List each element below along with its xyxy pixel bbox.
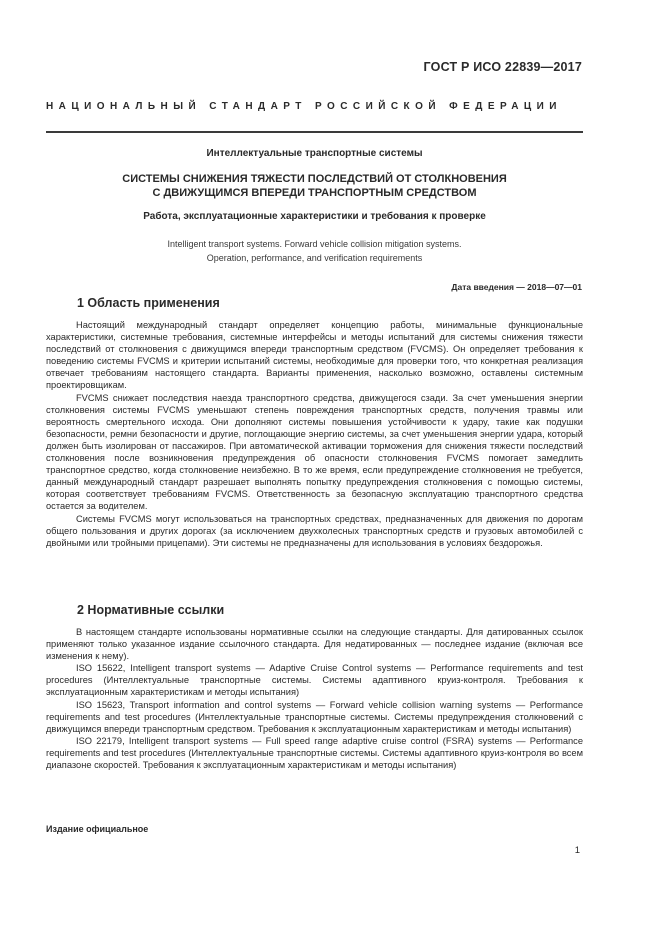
english-title <box>46 237 583 265</box>
section-2-heading: 2 Нормативные ссылки <box>77 603 225 617</box>
main-title <box>46 172 583 200</box>
series-title: Интеллектуальные транспортные системы <box>206 148 423 159</box>
page-number: 1 <box>574 845 580 856</box>
section-2-paragraph: В настоящем стандарте использованы нормативные ссылки на следующие стандарты. Для датированных ссылок применяют только указанное издание ссылочного стандарта. Для недатированных — последнее издание (включая все изменения к нему). <box>46 627 583 662</box>
normative-reference-iso-15623: ISO 15623, Transport information and control systems — Forward vehicle collision warning systems — Performance requirements and test procedures (Интеллектуальные транспортные системы. Системы предупреждения столкновений с движущимся впереди транспортным средством. Требования к эксплуатационным характеристикам и методы испытания) <box>46 699 583 734</box>
document-subtitle: Работа, эксплуатационные характеристики и требования к проверке <box>143 211 486 222</box>
section-1-paragraph: FVCMS снижает последствия наезда транспортного средства, движущегося сзади. За счет уменьшения энергии столкновения системы FVCMS уменьшают степень повреждения транспортных средств, получения травмы или вероятность смертельного исхода. Они дополняют системы повышения устойчивости к удару, такие как подушки безопасности, ремни безопасности и другие, поглощающие энергию системы, за счет уменьшения энергии удара, который должен быть изолирован от пассажиров. При автоматической активации торможения для снижения тяжести последствий столкновения после возникновения предупреждения об опасности столкновения FVCMS помогает замедлить транспортное средство, когда столкновение неизбежно. В то же время, если предупреждение столкновения не требуется, данный международный стандарт разрешает выполнять попытку предупреждения столкновения с помощью системы, которая соответствует требованиям FVCMS. Ответственность за безопасную эксплуатацию транспортного средства остается за водителем. <box>46 392 583 512</box>
section-1-paragraph: Системы FVCMS могут использоваться на транспортных средствах, предназначенных для движения по дорогам общего пользования и других дорогах (за исключением двухколесных транспортных средств и грузовых автомобилей с двойными или тройными прицепами). Эти системы не предназначены для использования в условиях бездорожья. <box>46 513 583 548</box>
section-1-body <box>46 319 583 549</box>
section-2-body <box>46 626 583 771</box>
section-1-paragraph: Настоящий международный стандарт определяет концепцию работы, минимальные функциональные характеристики, системные требования, системные интерфейсы и методы испытаний для системы снижения тяжести последствий от столкновения с движущимся впереди транспортным средством (FVCMS). Он определяет требования к поведению системы FVCMS и критерии испытаний системы, необходимые для проверки того, что конкретная реализация отвечает требованиям настоящего стандарта. Варианты применения, насколько возможно, оставлены системным проектировщикам. <box>46 320 583 391</box>
introduction-date: Дата введения — 2018—07—01 <box>451 282 582 292</box>
official-edition-label: Издание официальное <box>46 824 149 834</box>
main-title-line-1: СИСТЕМЫ СНИЖЕНИЯ ТЯЖЕСТИ ПОСЛЕДСТВИЙ ОТ СТОЛКНОВЕНИЯ <box>122 173 507 185</box>
normative-reference-iso-22179: ISO 22179, Intelligent transport systems — Full speed range adaptive cruise control (FSRA) systems — Performance requirements and test procedures (Интеллектуальные транспортные системы. Системы адаптивного круиз-контроля во всем диапазоне скоростей. Требования к эксплуатационным характеристикам и методы испытания) <box>46 735 583 771</box>
section-1-heading: 1 Область применения <box>77 296 220 310</box>
english-title-line-1: Intelligent transport systems. Forward vehicle collision mitigation systems. <box>167 239 462 249</box>
main-title-line-2: С ДВИЖУЩИМСЯ ВПЕРЕДИ ТРАНСПОРТНЫМ СРЕДСТВОМ <box>152 187 477 199</box>
standard-number: ГОСТ Р ИСО 22839—2017 <box>423 60 582 74</box>
national-standard-header: НАЦИОНАЛЬНЫЙ СТАНДАРТ РОССИЙСКОЙ ФЕДЕРАЦИИ <box>46 101 562 112</box>
normative-reference-iso-15622: ISO 15622, Intelligent transport systems — Adaptive Cruise Control systems — Performance requirements and test procedures (Интеллектуальные транспортные системы. Системы адаптивного круиз-контроля. Требования к эксплуатационным характеристикам и методы испытания) <box>46 663 583 698</box>
header-divider <box>46 131 583 133</box>
english-title-line-2: Operation, performance, and verification requirements <box>206 253 423 263</box>
